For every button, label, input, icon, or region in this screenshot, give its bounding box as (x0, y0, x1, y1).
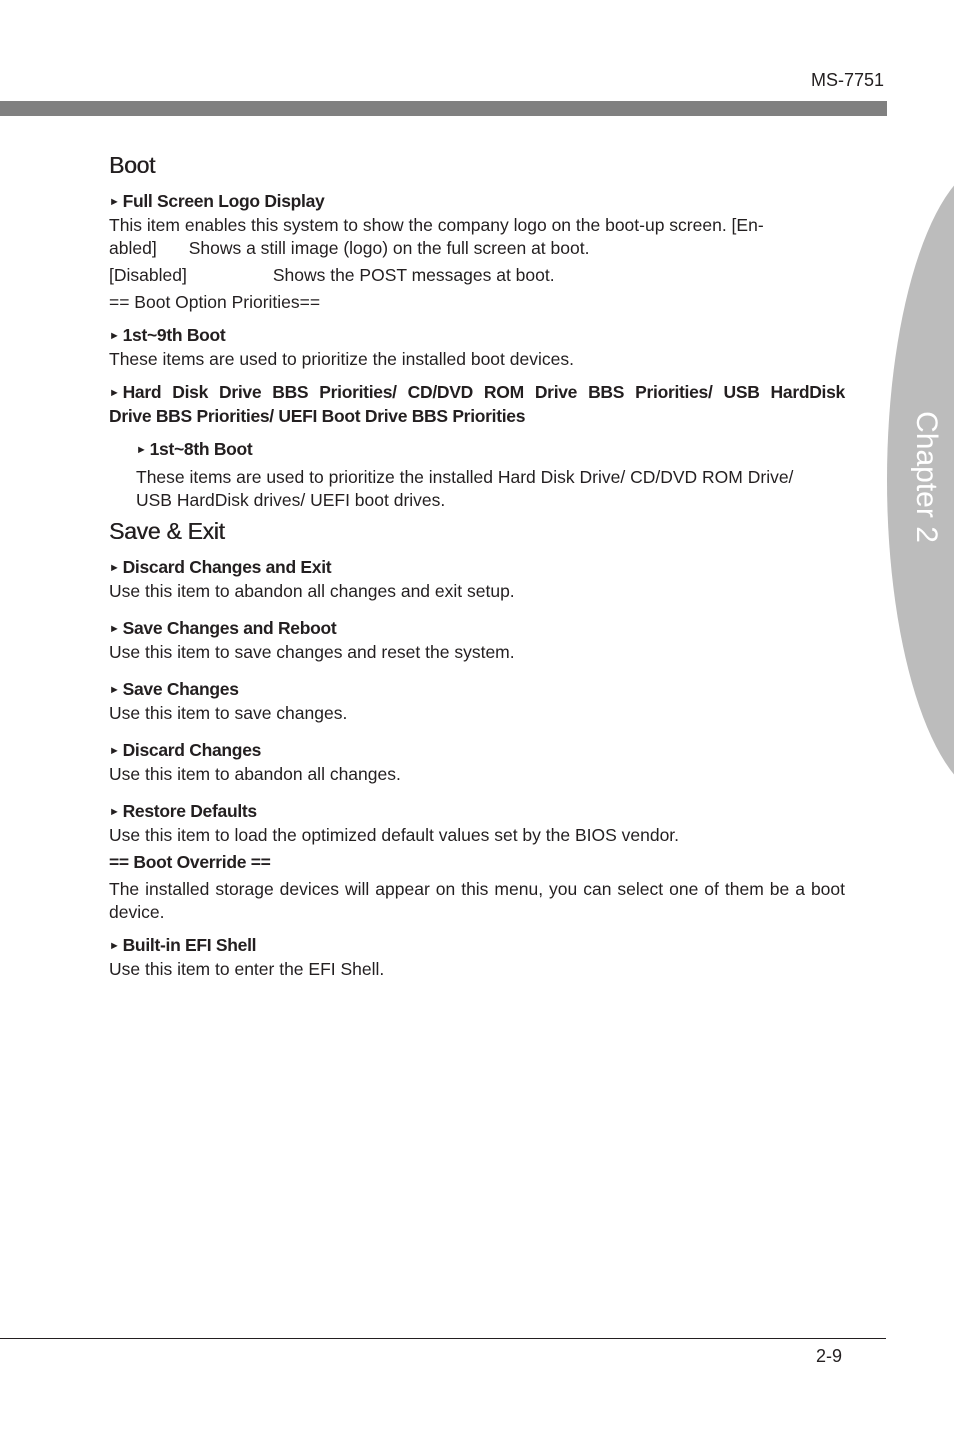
boot-1st-9th-desc: These items are used to prioritize the installed boot devices. (109, 349, 574, 369)
disabled-option: [Disabled] Shows the POST messages at boot. (109, 265, 555, 285)
full-screen-logo-title: ► Full Screen Logo Display (109, 191, 325, 211)
page-number: 2-9 (816, 1346, 843, 1366)
restore-defaults-title: ► Restore Defaults (109, 801, 257, 821)
boot-override-desc: The installed storage devices will appear on this menu, you can select one of them be a boot device. (109, 879, 845, 922)
boot-heading: Boot (109, 152, 156, 178)
discard-changes-desc: Use this item to abandon all changes. (109, 764, 401, 784)
triangle-right-icon: ► (109, 387, 120, 399)
model-number: MS-7751 (810, 70, 884, 90)
boot-override-label: == Boot Override == (109, 852, 271, 872)
boot-option-priorities-label: == Boot Option Priorities== (109, 292, 321, 312)
boot-1st-8th-desc: These items are used to prioritize the installed Hard Disk Drive/ CD/DVD ROM Drive/ USB HardDisk drives/ UEFI boot drives. (136, 467, 794, 510)
save-exit-heading: Save & Exit (109, 518, 225, 544)
chapter-label (896, 412, 954, 542)
bbs-priorities-title: ► Hard Disk Drive BBS Priorities/ CD/DVD ROM Drive BBS Priorities/ USB HardDisk Drive BBS Priorities/ UEFI Boot Drive BBS Priorities (109, 382, 845, 426)
chapter-label-text: Chapter 2 (910, 411, 943, 543)
page-content (109, 150, 845, 981)
discard-changes-exit-desc: Use this item to abandon all changes and exit setup. (109, 581, 515, 601)
triangle-right-icon: ► (109, 196, 120, 208)
triangle-right-icon: ► (109, 940, 120, 952)
header-bar (0, 101, 887, 116)
triangle-right-icon: ► (109, 562, 120, 574)
save-changes-reboot-desc: Use this item to save changes and reset the system. (109, 642, 515, 662)
save-changes-title: ► Save Changes (109, 679, 239, 699)
triangle-right-icon: ► (136, 444, 147, 456)
triangle-right-icon: ► (109, 745, 120, 757)
boot-1st-8th-block (136, 438, 845, 512)
triangle-right-icon: ► (109, 330, 120, 342)
full-screen-logo-desc: This item enables this system to show the company logo on the boot-up screen. [En- abled] Shows a still image (logo) on the full screen at boot. (109, 215, 764, 258)
triangle-right-icon: ► (109, 623, 120, 635)
discard-changes-title: ► Discard Changes (109, 740, 262, 760)
triangle-right-icon: ► (109, 806, 120, 818)
boot-1st-9th-title: ► 1st~9th Boot (109, 325, 226, 345)
footer-rule (0, 1338, 886, 1339)
boot-1st-8th-title: ► 1st~8th Boot (136, 439, 253, 459)
efi-shell-desc: Use this item to enter the EFI Shell. (109, 959, 385, 979)
restore-defaults-desc: Use this item to load the optimized default values set by the BIOS vendor. (109, 825, 680, 845)
save-changes-reboot-title: ► Save Changes and Reboot (109, 618, 337, 638)
triangle-right-icon: ► (109, 684, 120, 696)
discard-changes-exit-title: ► Discard Changes and Exit (109, 557, 332, 577)
save-changes-desc: Use this item to save changes. (109, 703, 348, 723)
efi-shell-title: ► Built-in EFI Shell (109, 935, 257, 955)
